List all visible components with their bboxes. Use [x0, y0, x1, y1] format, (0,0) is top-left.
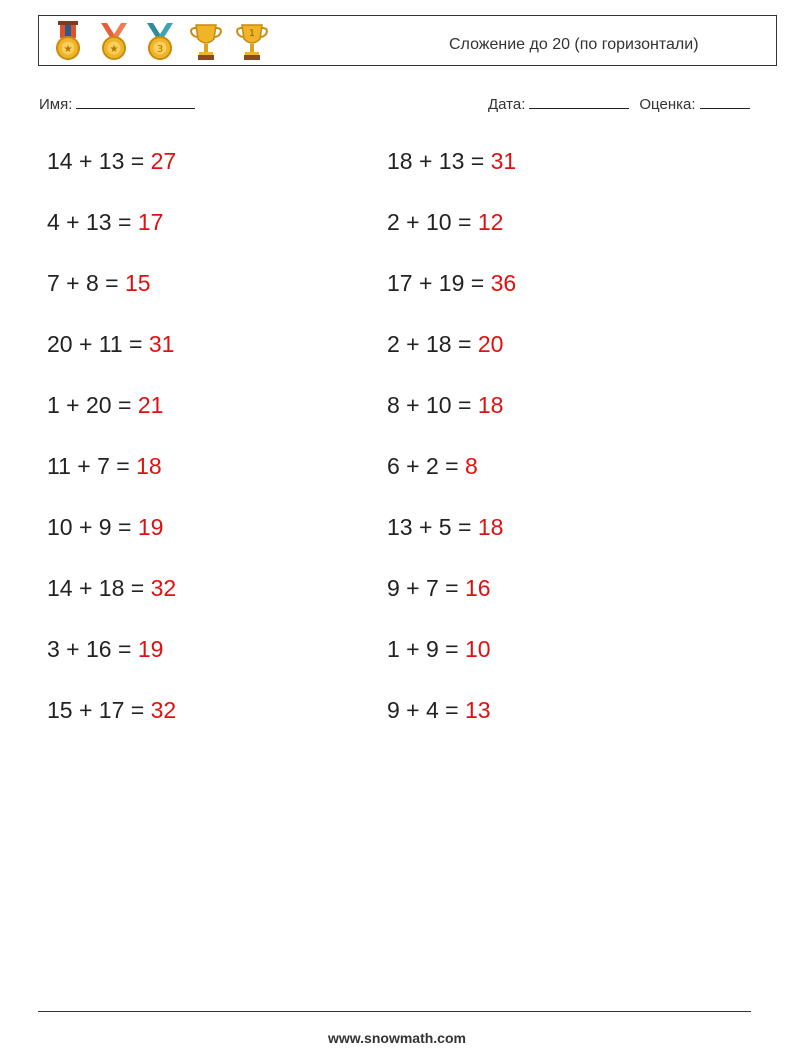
problem-question: 1 + 20 =: [47, 392, 138, 418]
problem-question: 2 + 10 =: [387, 209, 478, 235]
problem-item: [387, 209, 503, 236]
score-label: Оценка:: [639, 96, 696, 113]
award-icons: [47, 19, 273, 63]
medal-ribbon-icon: [47, 19, 89, 63]
problem-item: [387, 331, 503, 358]
problem-question: 13 + 5 =: [387, 514, 478, 540]
problem-answer: 27: [150, 148, 177, 174]
problem-answer: 19: [137, 514, 164, 540]
problem-question: 3 + 16 =: [47, 636, 138, 662]
problem-question: 9 + 7 =: [387, 575, 466, 601]
problem-answer: 20: [477, 331, 504, 357]
date-blank[interactable]: [529, 94, 629, 109]
score-blank[interactable]: [700, 94, 750, 109]
problem-answer: 21: [137, 392, 164, 418]
problem-answer: 18: [477, 392, 504, 418]
trophy-first-icon: [231, 19, 273, 63]
problem-answer: 17: [137, 209, 164, 235]
problem-question: 9 + 4 =: [387, 697, 466, 723]
problem-item: [47, 575, 176, 602]
problem-question: 4 + 13 =: [47, 209, 138, 235]
problem-question: 7 + 8 =: [47, 270, 126, 296]
problem-question: 1 + 9 =: [387, 636, 466, 662]
problem-question: 14 + 18 =: [47, 575, 151, 601]
problem-item: [47, 270, 151, 297]
problem-answer: 19: [137, 636, 164, 662]
problem-question: 10 + 9 =: [47, 514, 138, 540]
problem-question: 15 + 17 =: [47, 697, 151, 723]
problem-item: [47, 697, 176, 724]
problem-question: 18 + 13 =: [387, 148, 491, 174]
problem-answer: 18: [136, 453, 162, 479]
problem-item: [387, 148, 516, 175]
problem-answer: 32: [150, 697, 177, 723]
problem-question: 6 + 2 =: [387, 453, 466, 479]
problem-answer: 10: [465, 636, 491, 662]
problem-answer: 16: [465, 575, 491, 601]
svg-text:★: ★: [63, 44, 73, 55]
date-score-fields: [488, 94, 750, 113]
problem-question: 14 + 13 =: [47, 148, 151, 174]
problem-item: [387, 514, 503, 541]
problem-item: [387, 575, 491, 602]
problem-item: [387, 636, 491, 663]
problem-answer: 18: [477, 514, 504, 540]
problem-item: [47, 392, 163, 419]
problem-item: [47, 209, 163, 236]
footer-divider: [38, 1011, 751, 1012]
problem-item: [387, 453, 478, 480]
problem-answer: 15: [125, 270, 151, 296]
problem-item: [47, 331, 174, 358]
problem-question: 17 + 19 =: [387, 270, 491, 296]
problem-item: [47, 453, 162, 480]
svg-text:★: ★: [109, 44, 119, 55]
problem-question: 11 + 7 =: [47, 453, 137, 479]
problem-item: [387, 697, 491, 724]
svg-text:1: 1: [249, 29, 255, 39]
problem-question: 20 + 11 =: [47, 331, 149, 357]
problem-answer: 31: [148, 331, 175, 357]
medal-star-icon: [93, 19, 135, 63]
problem-answer: 8: [465, 453, 478, 479]
name-label: Имя:: [39, 96, 73, 113]
page-title: Сложение до 20 (по горизонтали): [449, 36, 699, 53]
worksheet-header: [38, 15, 777, 66]
svg-text:3: 3: [156, 44, 164, 55]
problem-item: [47, 514, 163, 541]
name-field: [39, 94, 195, 113]
problem-item: [47, 636, 163, 663]
name-blank[interactable]: [76, 94, 195, 109]
problem-item: [387, 270, 516, 297]
problem-answer: 36: [490, 270, 517, 296]
date-label: Дата:: [488, 96, 526, 113]
problem-answer: 12: [477, 209, 504, 235]
problem-answer: 13: [465, 697, 491, 723]
medal-third-icon: [139, 19, 181, 63]
problem-question: 2 + 18 =: [387, 331, 478, 357]
problem-item: [387, 392, 503, 419]
trophy-icon: [185, 19, 227, 63]
problem-answer: 31: [490, 148, 517, 174]
problem-item: [47, 148, 176, 175]
problem-question: 8 + 10 =: [387, 392, 478, 418]
footer-url: www.snowmath.com: [328, 1030, 466, 1046]
problem-answer: 32: [150, 575, 177, 601]
